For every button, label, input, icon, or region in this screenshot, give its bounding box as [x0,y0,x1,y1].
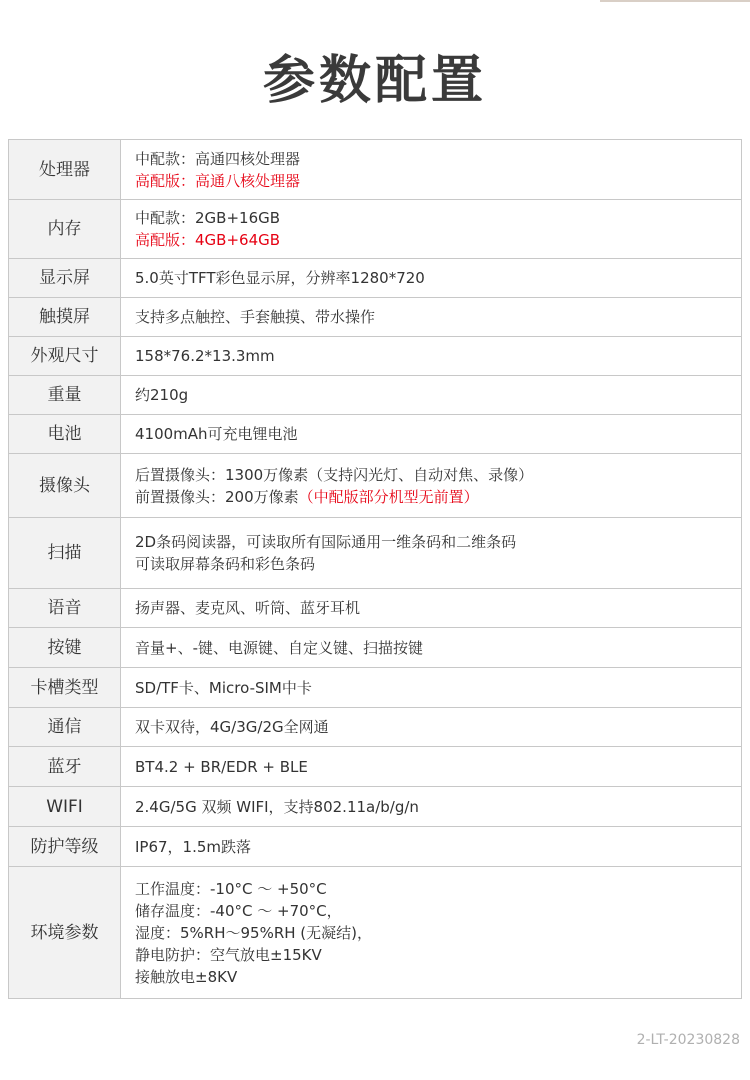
value-bluetooth [121,747,742,787]
audio-text: 扬声器、麦克风、听筒、蓝牙耳机 [135,599,361,617]
value-battery [121,415,742,454]
front-camera-text: 前置摄像头：200万像素 [135,487,299,506]
page-title: 参数配置 [262,51,487,111]
protection-text: IP67，1.5m跌落 [135,837,252,856]
network-text: 双卡双待，4G/3G/2G全网通 [135,718,329,736]
label-display: 显示屏 [9,259,121,298]
value-scan [121,518,742,589]
value-audio [121,589,742,628]
label-wifi: WIFI [9,787,121,827]
environment-esd-air: 静电防护：空气放电±15KV [135,945,322,964]
processor-mid-config: 中配款：高通四核处理器 [135,149,301,168]
row-wifi [9,787,742,827]
label-scan: 扫描 [9,518,121,589]
row-touch [9,298,742,337]
rear-camera-text: 后置摄像头：1300万像素（支持闪光灯、自动对焦、录像） [135,465,534,484]
row-camera [9,454,742,518]
dimensions-text: 158*76.2*13.3mm [135,347,275,365]
memory-mid-config: 中配款：2GB+16GB [135,209,281,227]
row-dimensions [9,337,742,376]
value-protection [121,827,742,867]
value-display [121,259,742,298]
row-keys [9,628,742,668]
value-dimensions [121,337,742,376]
scan-text-1: 2D条码阅读器，可读取所有国际通用一维条码和二维条码 [135,533,517,551]
row-network [9,708,742,747]
value-environment [121,867,742,999]
row-bluetooth [9,747,742,787]
label-card-slot: 卡槽类型 [9,668,121,708]
value-processor [121,140,742,200]
label-weight: 重量 [9,376,121,415]
row-audio [9,589,742,628]
front-camera-line [135,486,727,508]
label-dimensions: 外观尺寸 [9,337,121,376]
label-memory: 内存 [9,200,121,259]
label-keys: 按键 [9,628,121,668]
footer-code: 2-LT-20230828 [636,1032,740,1048]
spec-table [8,139,742,999]
top-accent-line [600,0,750,2]
bluetooth-text: BT4.2 + BR/EDR + BLE [135,757,308,776]
row-memory [9,200,742,259]
value-weight [121,376,742,415]
keys-text: 音量+、-键、电源键、自定义键、扫描按键 [135,638,423,657]
label-audio: 语音 [9,589,121,628]
label-camera: 摄像头 [9,454,121,518]
front-camera-note: （中配版部分机型无前置） [298,487,479,506]
label-protection: 防护等级 [9,827,121,867]
environment-storage-temp: 储存温度：-40°C ～ +70°C， [135,901,342,920]
value-touch [121,298,742,337]
row-display [9,259,742,298]
wifi-text: 2.4G/5G 双频 WIFI，支持802.11a/b/g/n [135,797,419,816]
label-environment: 环境参数 [9,867,121,999]
value-card-slot [121,668,742,708]
memory-high-config: 高配版：4GB+64GB [135,231,281,249]
label-touch: 触摸屏 [9,298,121,337]
label-bluetooth: 蓝牙 [9,747,121,787]
label-battery: 电池 [9,415,121,454]
card-slot-text: SD/TF卡、Micro-SIM中卡 [135,678,312,697]
label-processor: 处理器 [9,140,121,200]
row-processor [9,140,742,200]
battery-text: 4100mAh可充电锂电池 [135,425,298,443]
row-scan [9,518,742,589]
row-battery [9,415,742,454]
environment-operating-temp: 工作温度：-10°C ～ +50°C [135,879,327,898]
display-text: 5.0英寸TFT彩色显示屏，分辨率1280*720 [135,269,425,287]
row-protection [9,827,742,867]
value-keys [121,628,742,668]
weight-text: 约210g [135,386,189,404]
touch-text: 支持多点触控、手套触摸、带水操作 [135,308,376,326]
scan-text-2: 可读取屏幕条码和彩色条码 [135,555,316,573]
processor-high-config: 高配版：高通八核处理器 [135,171,301,190]
environment-esd-contact: 接触放电±8KV [135,967,238,986]
environment-humidity: 湿度：5%RH～95%RH (无凝结)， [135,923,373,942]
row-card-slot [9,668,742,708]
value-wifi [121,787,742,827]
row-environment [9,867,742,999]
row-weight [9,376,742,415]
value-camera [121,454,742,518]
value-network [121,708,742,747]
label-network: 通信 [9,708,121,747]
value-memory [121,200,742,259]
